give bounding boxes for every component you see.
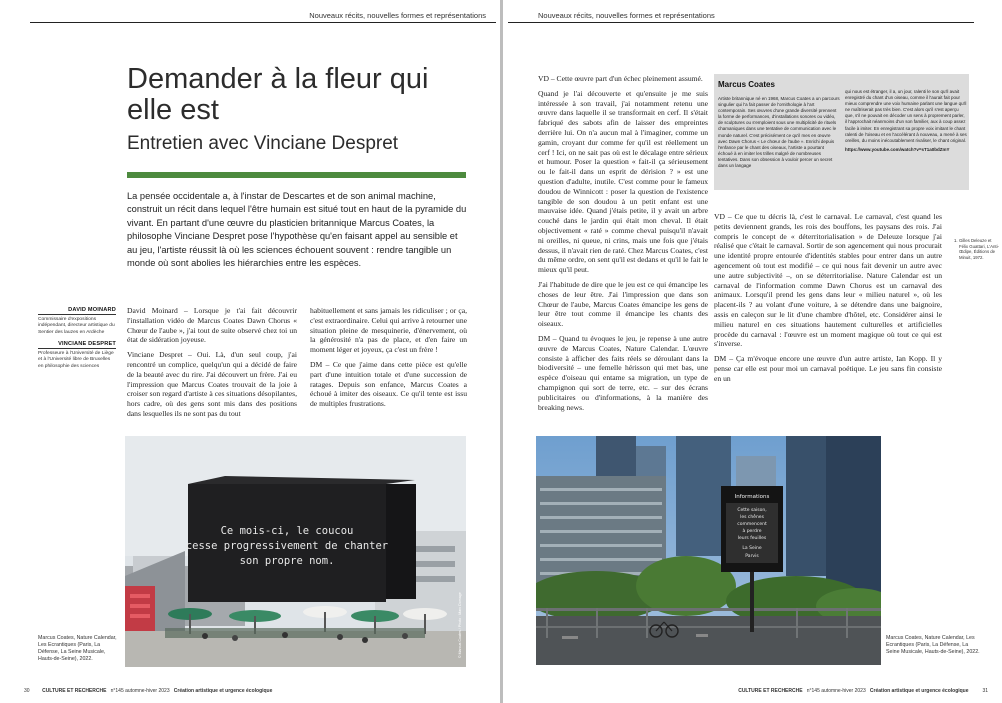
footer-left: [24, 688, 272, 694]
paragraph: VD – Cette œuvre part d'un échec pleinement assumé.: [538, 74, 703, 83]
sign-line: les chênes: [740, 515, 764, 520]
lead-paragraph: [127, 190, 467, 270]
infobox-text-2-body: qui nous est étranger, il a, un jour, ralenti le son qu'il avait enregistré du chant d'un oiseau, comme il l'aurait fait pour mieux comprendre une voix humaine parlant une langue qu'il ne maîtriserait pas très bien. C'est alors qu'il s'est aperçu que, s'il ne pouvait en décoder un sens à proprement parler, il l'approchait néanmoins d'un son familier, aux à coup assez facile à imiter. En enregistrant sa propre voix imitant le chant ralenti de l'oiseau et en l'accélérant à nouveau, a mené à ses oreilles, du moins inécoutablement rivaliser, le chant original.: [845, 89, 967, 143]
infobox-text-1: Artiste britannique né en 1968, Marcus Coates a un parcours singulier qui l'a fait passer de l'ornithologie à l'art contemporain. Ses œuvres d'une grande diversité prennent la forme de performances, d'installations sonores ou vidéo, de sculptures ou s'emploient sous une multiplicité de rituels chamaniques dans une tentative de communication avec le monde naturel. C'est précisément ce qu'il mes en œuvre avec Dawn Chorus « Le chœur de l'aube ». Enrichi depuis l'enfance par le chant des oiseaux, l'artiste a pourtant échoué à en imiter les trilles malgré de nombreuses tentatives. Dans son obsession à vouloir percer un secret dans un langage: [718, 96, 840, 169]
lead-text: La pensée occidentale a, à l'instar de Descartes et de son animal machine, construit un récit dans lequel l'être humain est situé tout en haut de la pyramide du vivant. En partant d'une œuvre du plasticien britannique Marcus Coates, la philosophe Vinciane Despret pose l'hypothèse qu'en faisant appel au sensible et au jeu, l'artiste réussit là où les sciences échouent souvent : rendre tangible un monde où sont abolies les hiérarchies entre les espèces.: [127, 191, 467, 269]
footer-right: [738, 688, 988, 694]
running-head-right: Nouveaux récits, nouvelles formes et représentations: [538, 11, 715, 20]
photo-nature-calendar-screen: [125, 436, 466, 667]
magazine-name: CULTURE ET RECHERCHE: [42, 688, 107, 694]
sign-line: Parvis: [745, 554, 759, 559]
sign-line: Informations: [734, 494, 770, 500]
photo-credit: © Marcus Coates / Photo : Marc Domage: [458, 592, 462, 658]
sign-line: à perdre: [742, 529, 762, 534]
issue-info: n°145 automne-hiver 2023: [110, 688, 170, 694]
body-column-1: [538, 74, 708, 417]
page-number: 31: [982, 688, 988, 694]
paragraph: habituellement et sans jamais les ridiculiser ; or ça, c'est extraordinaire. Celui qui arrive à retourner une situation pleine de mesquinerie, d'énervement, où la générosité n'a pas de place, et d'en faire un moment léger et joyeux, ça c'est un frère !: [310, 306, 467, 355]
running-head-left: Nouveaux récits, nouvelles formes et représentations: [309, 11, 486, 20]
infobox-text-2: [845, 89, 967, 153]
issue-theme: Création artistique et urgence écologique: [869, 688, 969, 694]
header-rule: [508, 22, 974, 23]
screen-text-line: cesse progressivement de chanter: [185, 540, 389, 552]
magazine-name: CULTURE ET RECHERCHE: [738, 688, 803, 694]
infobox-link[interactable]: https://www.youtube.com/watch?v=sT1a0bdZmY: [845, 146, 950, 152]
left-page: [0, 0, 500, 703]
screen-text-line: son propre nom.: [239, 555, 335, 567]
author-bio: Professeure à l'Université de Liège et à l'Université libre de Bruxelles en philosophie des sciences: [38, 351, 114, 369]
body-column-2: [310, 306, 467, 414]
photo-illustration: [125, 436, 466, 667]
artist-infobox: [714, 74, 969, 190]
author-info-moinard: [38, 307, 116, 336]
infobox-title: Marcus Coates: [718, 80, 775, 89]
right-page: [503, 0, 1002, 703]
photo-caption: Marcus Coates, Nature Calendar, Les Ecrantiques (Paris, La Défense, La Seine Musicale, Hauts-de-Seine), 2022.: [38, 635, 117, 662]
issue-info: n°145 automne-hiver 2023: [806, 688, 866, 694]
paragraph: Quand je l'ai découverte et qu'ensuite je me suis intéressée à son travail, j'ai notamment retenu une œuvre dans laquelle il se transformait en cerf. Il s'était fabriqué des sabots afin de laisser des empreintes derrière lui. On n'a aucun mal à l'imaginer, comme un gamin, croyant dur comme fer qu'il est réellement un cerf ! Ici, on ne sait pas où est le décalage entre sérieux et humour. Poser la question « fait-il ça sérieusement ou le fait-il dans un esprit de dérision ? » est une question d'adulte, inutile. C'est comme pour le fameux doudou de Winnicott : poser la question de l'existence tangible de son doudou à un petit enfant est une mauvaise idée. Quand j'étais petite, il y avait un arbre couché dans le jardin qui était mon cheval. Il était objectivement « raté » comme cheval puisqu'il n'avait ni oreilles, ni queue, ni crins, mais une fois que j'étais dessus, il n'avait rien de raté. Chez Marcus Coates, c'est du même ordre, on sent qu'il est dedans et qu'il le fait le mieux qu'il peut.: [538, 88, 708, 275]
paragraph: DM – Quand tu évoques le jeu, je repense à une autre œuvre de Marcus Coates, Nature Calendar. L'œuvre consiste à afficher des faits réels se déroulant dans la biodiversité – une femelle hérisson qui met bas, une espèce d'oiseau qui entame sa migration, un type de champignon qui sort de terre, etc. – sur des écrans publicitaires ou d'informations, à la manière des breaking news.: [538, 333, 708, 412]
footnote-number: 1.: [954, 238, 958, 243]
paragraph: Vinciane Despret – Oui. Là, d'un seul coup, j'ai rencontré un complice, quelqu'un qui a décidé de faire de la beauté avec du rire. J'ai découvert un frère. J'ai eu l'impression que Marcus Coates trouvait de la joie à croiser son regard d'artiste à ces situations désopilantes, hors cadre, où des gens sont mis dans des positions dans lesquelles ils ne sont pas du tout: [127, 350, 297, 418]
sign-line: commencent: [737, 522, 767, 527]
body-column-2: [714, 212, 942, 389]
body-column-1: [127, 306, 297, 424]
sign-line: La Seine: [742, 546, 762, 551]
issue-theme: Création artistique et urgence écologique: [173, 688, 273, 694]
article-title: Demander à la fleur qui elle est: [127, 63, 429, 126]
photo-caption: Marcus Coates, Nature Calendar, Les Ecrantiques (Paris, La Défense, La Seine Musicale, Hauts-de-Seine), 2022.: [886, 635, 980, 655]
title-accent-bar: [127, 172, 466, 178]
sign-line: leurs feuilles: [737, 536, 767, 541]
author-bio: Commissaire d'expositions indépendant, directeur artistique du Sentier des lauzes en Ardèche: [38, 317, 115, 335]
paragraph: David Moinard – Lorsque je t'ai fait découvrir l'installation vidéo de Marcus Coates Dawn Chorus « Chœur de l'aube », j'ai tout de suite observé chez toi un état de sidération joyeuse.: [127, 306, 297, 345]
paragraph: DM – Ça m'évoque encore une œuvre d'un autre artiste, Ian Kopp. Il y pense car elle est pour moi un carnaval poétique. Le jeu sans fin consiste en un: [714, 354, 942, 383]
paragraph: VD – Ce que tu décris là, c'est le carnaval. Le carnaval, c'est quand les petits deviennent grands, les rois des bouffons, les paysans des rois. J'ai compris le concept de « déterritorialisation » de Deleuze lorsque j'ai réalisé que c'était le carnaval. Sortir de son agencement qui nous procurait une identité propre entourée d'identités stables pour entrer dans un autre agencement où tout est modifié – ce qui nous fait devenir un autre avec une autre subjectivité –, on se déterritorialise. Nature Calendar est un carnaval de l'information comme Dawn Chorus est un carnaval des animaux. Lorsqu'il prend les gens dans leur « milieu naturel », où les placent-ils ? au volant d'une voiture, à se détendre dans une baignoire, assis en caleçon sur le lit d'une chambre d'hôtel, etc. Considérer ainsi le milieu naturel en ces situations hautement culturelles et artificielles procède du carnaval : l'œuvre est un moment magique où tout ce qui est s'inverse.: [714, 212, 942, 349]
photo-illustration: [536, 436, 881, 665]
sign-line: Cette saison,: [737, 508, 767, 513]
paragraph: J'ai l'habitude de dire que le jeu est ce qui émancipe les choses de leur être. J'ai l'impression que dans son Chœur de l'aube, Marcus Coates émancipe les gens de leur être tout comme il émancipe les chants des oiseaux.: [538, 279, 708, 329]
page-number: 30: [24, 688, 30, 694]
author-name: VINCIANE DESPRET: [38, 341, 116, 349]
paragraph: DM – Ce que j'aime dans cette pièce est qu'elle part d'une intuition totale et d'une succession de ratages. Depuis son enfance, Marcus Coates a échoué à imiter des oiseaux. Ce qu'il tente est issu de multiples frustrations.: [310, 359, 467, 409]
author-info-despret: [38, 341, 116, 370]
footnote: Gilles Deleuze et Félix Guattari, L'Anti-Œdipe, Éditions de Minuit, 1972.: [959, 238, 999, 261]
photo-la-defense-sign: [536, 436, 881, 665]
article-subtitle: Entretien avec Vinciane Despret: [127, 133, 399, 154]
author-name: DAVID MOINARD: [38, 307, 116, 315]
header-rule: [30, 22, 496, 23]
screen-text-line: Ce mois-ci, le coucou: [220, 525, 354, 537]
